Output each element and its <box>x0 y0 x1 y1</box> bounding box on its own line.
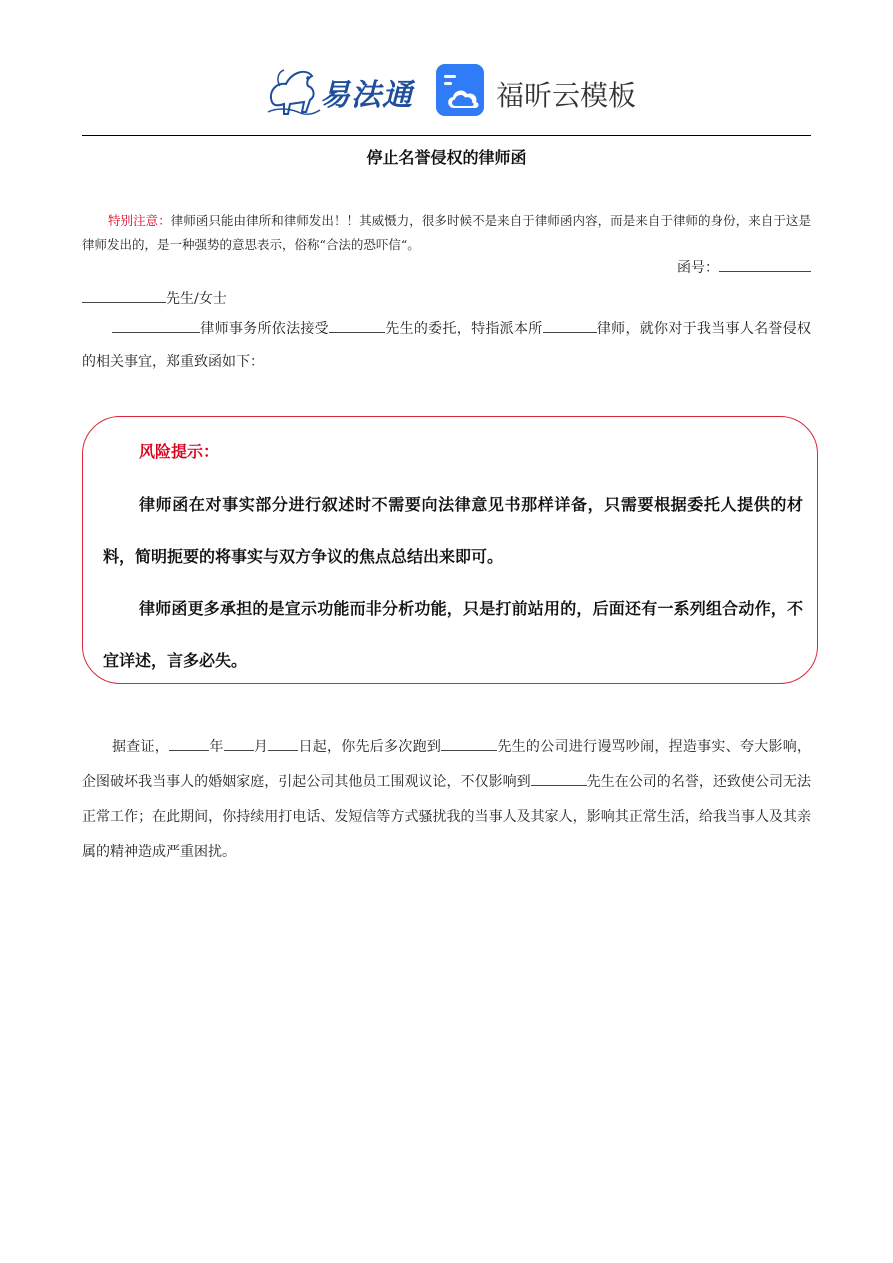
lawyer-name-blank <box>543 318 597 333</box>
yifatong-logo-text: 易法通 <box>320 78 413 113</box>
para2-text-3: 月 <box>253 739 269 755</box>
opening-paragraph <box>82 313 811 379</box>
qilin-icon <box>262 62 322 120</box>
header-divider <box>82 135 811 136</box>
para2-text-4: 日起，你先后多次跑到 <box>298 739 442 755</box>
person-name-blank-1 <box>441 736 497 751</box>
ref-label: 函号： <box>677 260 719 276</box>
ref-number-blank <box>719 257 811 272</box>
special-notice <box>82 209 811 257</box>
foxit-template-logo-text: 福昕云模板 <box>496 79 637 112</box>
risk-tip-paragraph-1: 律师函在对事实部分进行叙述时不需要向法律意见书那样详备，只需要根据委托人提供的材料，简明扼要的将事实与双方争议的焦点总结出来即可。 <box>103 495 803 566</box>
day-blank <box>268 736 298 751</box>
para1-text-2: 先生的委托，特指派本所 <box>384 321 543 337</box>
page-header <box>0 58 893 126</box>
facts-paragraph <box>82 730 811 870</box>
year-blank <box>169 736 209 751</box>
addressee-suffix: 先生/女士 <box>166 291 227 307</box>
para1-text-3: 律师，就你对于我当事人名誉侵权的相关事宜，郑重致函如下： <box>82 321 812 370</box>
para2-text-2: 年 <box>209 739 224 755</box>
risk-tip-box <box>82 416 818 684</box>
para2-text-5: 先生的公司进行谩骂吵闹，捏造事实、夸大影响，企图破坏我当事人的婚姻家庭，引起公司其他员工围观议论，不仅影响到 <box>82 739 812 790</box>
cloud-document-icon <box>436 64 486 116</box>
addressee-name-blank <box>82 288 166 303</box>
para2-text-1: 据查证， <box>112 739 170 755</box>
document-title: 停止名誉侵权的律师函 <box>366 148 527 167</box>
risk-tip-title: 风险提示： <box>139 442 220 461</box>
yifatong-logo <box>262 62 422 120</box>
letter-reference-number <box>677 257 811 277</box>
person-name-blank-2 <box>531 771 587 786</box>
notice-label: 特别注意： <box>108 213 171 228</box>
law-firm-blank <box>112 318 200 333</box>
notice-text: 律师函只能由律所和律师发出！！其威慑力，很多时候不是来自于律师函内容，而是来自于律师的身份，来自于这是律师发出的，是一种强势的意思表示，俗称“合法的恐吓信“。 <box>82 213 811 252</box>
client-name-blank <box>329 318 385 333</box>
risk-tip-paragraph-2: 律师函更多承担的是宣示功能而非分析功能，只是打前站用的，后面还有一系列组合动作，不宜详述，言多必失。 <box>103 599 803 670</box>
month-blank <box>224 736 254 751</box>
addressee-line <box>82 288 227 308</box>
para2-text-6: 先生在公司的名誉，还致使公司无法正常工作；在此期间，你持续用打电话、发短信等方式骚扰我的当事人及其家人，影响其正常生活，给我当事人及其亲属的精神造成严重困扰。 <box>82 774 812 860</box>
para1-text-1: 律师事务所依法接受 <box>200 321 329 337</box>
